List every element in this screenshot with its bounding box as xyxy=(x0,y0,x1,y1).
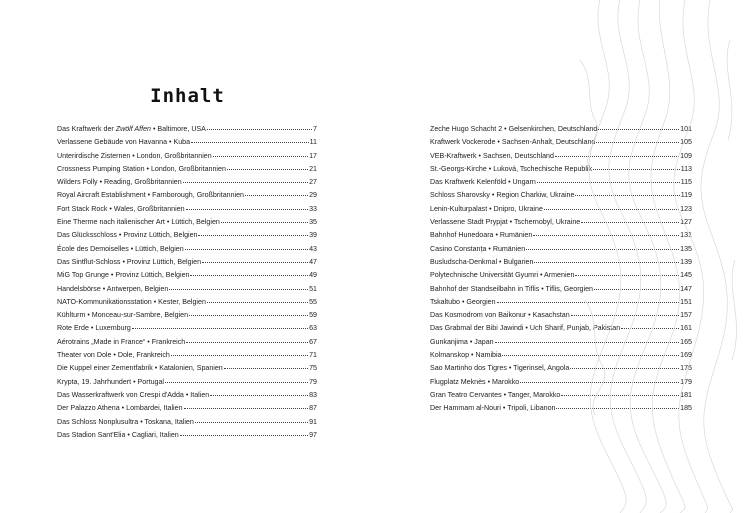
dot-leader xyxy=(224,368,308,369)
toc-entry-title: Fort Stack Rock • Wales, Großbritannien xyxy=(57,204,185,213)
toc-entry xyxy=(57,189,317,202)
toc-entry-title: Polytechnische Universität Gyumri • Armenien xyxy=(430,271,575,280)
toc-entry xyxy=(57,176,317,189)
dot-leader xyxy=(221,222,308,223)
toc-page-number: 135 xyxy=(680,244,692,253)
toc-page-number: 59 xyxy=(309,311,317,320)
toc-entry xyxy=(57,256,317,269)
toc-entry-title: Der Hammam al-Nouri • Tripoli, Libanon xyxy=(430,404,556,413)
dot-leader xyxy=(571,315,679,316)
toc-entry-title: Gran Teatro Cervantes • Tanger, Marokko xyxy=(430,390,561,399)
toc-page-number: 87 xyxy=(309,404,317,413)
dot-leader xyxy=(171,355,308,356)
toc-entry-title: Sao Martinho dos Tigres • Tigerinsel, Angola xyxy=(430,364,570,373)
toc-entry xyxy=(57,216,317,229)
dot-leader xyxy=(497,302,680,303)
toc-entry xyxy=(57,296,317,309)
dot-leader xyxy=(598,129,679,130)
dot-leader xyxy=(621,328,679,329)
toc-entry xyxy=(430,269,692,282)
dot-leader xyxy=(555,156,679,157)
toc-entry xyxy=(430,203,692,216)
toc-entry-title: Verlassene Gebäude von Havanna • Kuba xyxy=(57,138,191,147)
toc-entry xyxy=(57,163,317,176)
toc-entry xyxy=(57,322,317,335)
toc-entry-title: Lenin-Kulturpalast • Dnipro, Ukraine xyxy=(430,204,543,213)
dot-leader xyxy=(207,302,308,303)
toc-entry-title: Bahnhof Hunedoara • Rumänien xyxy=(430,231,533,240)
dot-leader xyxy=(227,169,308,170)
toc-page-number: 185 xyxy=(680,404,692,413)
dot-leader xyxy=(180,435,308,436)
toc-page-number: 91 xyxy=(309,417,317,426)
toc-entry xyxy=(430,229,692,242)
toc-entry-title: Schloss Sharovsky • Region Charkiw, Ukraine xyxy=(430,191,575,200)
toc-entry-title: Bahnhof der Standseilbahn in Tiflis • Tiflis, Georgien xyxy=(430,284,593,293)
dot-leader xyxy=(169,289,308,290)
toc-page-number: 161 xyxy=(680,324,692,333)
toc-entry-title: Das Grabmal der Bibi Jawindi • Uch Sharif, Punjab, Pakistan xyxy=(430,324,621,333)
toc-page-number: 131 xyxy=(680,231,692,240)
toc-entry xyxy=(57,416,317,429)
toc-entry xyxy=(57,429,317,442)
toc-page-number: 123 xyxy=(680,204,692,213)
dot-leader xyxy=(570,368,679,369)
toc-left-column xyxy=(57,123,317,442)
toc-entry xyxy=(57,283,317,296)
toc-page-number: 97 xyxy=(309,430,317,439)
toc-entry-title: Flugplatz Meknès • Marokko xyxy=(430,377,520,386)
toc-entry xyxy=(430,309,692,322)
dot-leader xyxy=(198,235,308,236)
dot-leader xyxy=(132,328,308,329)
toc-entry-title: NATO-Kommunikationsstation • Kester, Belgien xyxy=(57,297,206,306)
toc-page-number: 151 xyxy=(680,297,692,306)
dot-leader xyxy=(189,315,308,316)
toc-entry-title: Theater von Dole • Dole, Frankreich xyxy=(57,351,170,360)
dot-leader xyxy=(207,129,312,130)
toc-page-number: 157 xyxy=(680,311,692,320)
toc-entry xyxy=(57,229,317,242)
toc-entry xyxy=(57,389,317,402)
dot-leader xyxy=(502,355,679,356)
toc-entry xyxy=(430,322,692,335)
toc-entry xyxy=(57,362,317,375)
toc-entry-title: Das Kraftwerk der Zwölf Affen • Baltimore, USA xyxy=(57,125,206,133)
toc-page-number: 71 xyxy=(309,351,317,360)
toc-page-number: 33 xyxy=(309,204,317,213)
toc-entry-title: Aérotrains „Made in France“ • Frankreich xyxy=(57,337,186,346)
toc-page-number: 105 xyxy=(680,138,692,147)
dot-leader xyxy=(537,182,680,183)
toc-entry xyxy=(430,402,692,415)
toc-entry-title: St.-Georgs-Kirche • Luková, Tschechische Republik xyxy=(430,164,593,173)
toc-entry-title: Wilders Folly • Reading, Großbritannien xyxy=(57,178,182,187)
toc-page-number: 139 xyxy=(680,257,692,266)
toc-entry xyxy=(57,203,317,216)
dot-leader xyxy=(533,235,679,236)
toc-entry-title: Das Wasserkraftwerk von Crespi d'Adda • Italien xyxy=(57,390,210,399)
toc-page-number: 7 xyxy=(313,125,317,133)
toc-page-number: 115 xyxy=(680,178,692,187)
toc-entry-title: Kraftwerk Vockerode • Sachsen-Anhalt, Deutschland xyxy=(430,138,596,147)
toc-entry xyxy=(57,123,317,136)
toc-entry-title: Royal Aircraft Establishment • Farnborough, Großbritannien xyxy=(57,191,245,200)
dot-leader xyxy=(183,182,308,183)
dot-leader xyxy=(581,222,679,223)
toc-page-number: 27 xyxy=(309,178,317,187)
toc-entry-title: Unterirdische Zisternen • London, Großbritannien xyxy=(57,151,212,160)
toc-entry xyxy=(430,123,692,136)
toc-entry xyxy=(57,243,317,256)
toc-entry-title: Der Palazzo Athena • Lombardei, Italien xyxy=(57,404,183,413)
toc-entry xyxy=(57,349,317,362)
toc-entry-title: Handelsbörse • Antwerpen, Belgien xyxy=(57,284,169,293)
dot-leader xyxy=(165,382,308,383)
toc-page-number: 119 xyxy=(680,191,692,200)
toc-entry-title: École des Demoiselles • Lüttich, Belgien xyxy=(57,244,184,253)
dot-leader xyxy=(561,395,679,396)
dot-leader xyxy=(520,382,679,383)
toc-entry xyxy=(430,283,692,296)
toc-entry-title: Gunkanjima • Japan xyxy=(430,337,494,346)
toc-page-number: 49 xyxy=(309,271,317,280)
dot-leader xyxy=(186,209,309,210)
toc-page-number: 175 xyxy=(680,364,692,373)
toc-entry-title: Eine Therme nach italienischer Art • Lüttich, Belgien xyxy=(57,218,220,227)
toc-entry-title: Das Kraftwerk Kelenföld • Ungarn xyxy=(430,178,536,187)
toc-entry xyxy=(57,136,317,149)
toc-entry-title: Das Stadion Sant'Elia • Cagliari, Italien xyxy=(57,430,179,439)
toc-entry-title: VEB-Kraftwerk • Sachsen, Deutschland xyxy=(430,151,554,160)
toc-entry-title: Das Schloss Nonplusultra • Toskana, Italien xyxy=(57,417,194,426)
toc-page-number: 169 xyxy=(680,351,692,360)
dot-leader xyxy=(184,408,309,409)
toc-entry-title: Das Sintflut-Schloss • Provinz Lüttich, Belgien xyxy=(57,257,202,266)
toc-entry xyxy=(430,349,692,362)
toc-page-number: 79 xyxy=(309,377,317,386)
toc-page-number: 55 xyxy=(309,297,317,306)
toc-entry-title: Krypta, 19. Jahrhundert • Portugal xyxy=(57,377,164,386)
toc-entry xyxy=(57,150,317,163)
toc-page-number: 109 xyxy=(680,151,692,160)
toc-page-number: 17 xyxy=(309,151,317,160)
toc-entry-title: Verlassene Stadt Prypjat • Tschernobyl, Ukraine xyxy=(430,218,581,227)
dot-leader xyxy=(245,195,308,196)
toc-page-number: 39 xyxy=(309,231,317,240)
dot-leader xyxy=(213,156,308,157)
toc-page-number: 113 xyxy=(680,164,692,173)
toc-page-number: 43 xyxy=(309,244,317,253)
dot-leader xyxy=(593,169,680,170)
toc-entry-title: Rote Erde • Luxemburg xyxy=(57,324,131,333)
toc-entry xyxy=(430,216,692,229)
toc-page-number: 21 xyxy=(309,164,317,173)
dot-leader xyxy=(594,289,679,290)
toc-page-number: 127 xyxy=(680,218,692,227)
toc-entry xyxy=(430,163,692,176)
dot-leader xyxy=(596,142,679,143)
toc-entry xyxy=(57,269,317,282)
dot-leader xyxy=(210,395,308,396)
dot-leader xyxy=(495,342,680,343)
dot-leader xyxy=(191,142,309,143)
toc-page-number: 181 xyxy=(680,390,692,399)
dot-leader xyxy=(195,422,308,423)
dot-leader xyxy=(556,408,679,409)
toc-right-column xyxy=(430,123,692,416)
page-title: Inhalt xyxy=(150,84,225,107)
toc-entry xyxy=(430,243,692,256)
toc-entry xyxy=(430,256,692,269)
dot-leader xyxy=(190,275,308,276)
toc-entry xyxy=(430,376,692,389)
toc-entry-title: Tskaltubo • Georgien xyxy=(430,297,496,306)
toc-entry-title: Das Glücksschloss • Provinz Lüttich, Belgien xyxy=(57,231,198,240)
toc-entry xyxy=(57,376,317,389)
toc-page-number: 179 xyxy=(680,377,692,386)
toc-entry xyxy=(430,336,692,349)
toc-page-number: 47 xyxy=(309,257,317,266)
toc-entry-title: MiG Top Grunge • Provinz Lüttich, Belgien xyxy=(57,271,190,280)
toc-page-number: 35 xyxy=(309,218,317,227)
dot-leader xyxy=(202,262,308,263)
toc-page-number: 29 xyxy=(309,191,317,200)
dot-leader xyxy=(526,249,679,250)
toc-entry xyxy=(430,362,692,375)
toc-entry xyxy=(430,176,692,189)
dot-leader xyxy=(534,262,679,263)
toc-entry xyxy=(430,150,692,163)
dot-leader xyxy=(186,342,308,343)
toc-entry xyxy=(57,336,317,349)
toc-entry-title: Busludscha-Denkmal • Bulgarien xyxy=(430,257,534,266)
toc-entry-title: Zeche Hugo Schacht 2 • Gelsenkirchen, Deutschland xyxy=(430,125,598,133)
toc-page-number: 147 xyxy=(680,284,692,293)
toc-entry-title: Kühlturm • Monceau-sur-Sambre, Belgien xyxy=(57,311,189,320)
toc-entry-title: Kolmanskop • Namibia xyxy=(430,351,502,360)
toc-entry xyxy=(430,136,692,149)
toc-page-number: 63 xyxy=(309,324,317,333)
dot-leader xyxy=(544,209,679,210)
toc-entry-title: Crossness Pumping Station • London, Großbritannien xyxy=(57,164,226,173)
dot-leader xyxy=(575,195,679,196)
toc-page-number: 75 xyxy=(309,364,317,373)
toc-entry-title: Das Kosmodrom von Baikonur • Kasachstan xyxy=(430,311,570,320)
toc-page-number: 145 xyxy=(680,271,692,280)
toc-page-number: 165 xyxy=(680,337,692,346)
toc-page-number: 101 xyxy=(680,125,692,133)
toc-entry xyxy=(430,389,692,402)
toc-page-number: 67 xyxy=(309,337,317,346)
toc-entry-title: Casino Constanța • Rumänien xyxy=(430,244,526,253)
toc-entry-title: Die Kuppel einer Zementfabrik • Katalonien, Spanien xyxy=(57,364,223,373)
toc-entry xyxy=(430,296,692,309)
dot-leader xyxy=(185,249,308,250)
dot-leader xyxy=(575,275,679,276)
toc-page-number: 51 xyxy=(309,284,317,293)
toc-entry xyxy=(430,189,692,202)
toc-page-number: 83 xyxy=(309,390,317,399)
toc-page-number: 11 xyxy=(309,138,317,147)
toc-entry xyxy=(57,309,317,322)
toc-entry xyxy=(57,402,317,415)
